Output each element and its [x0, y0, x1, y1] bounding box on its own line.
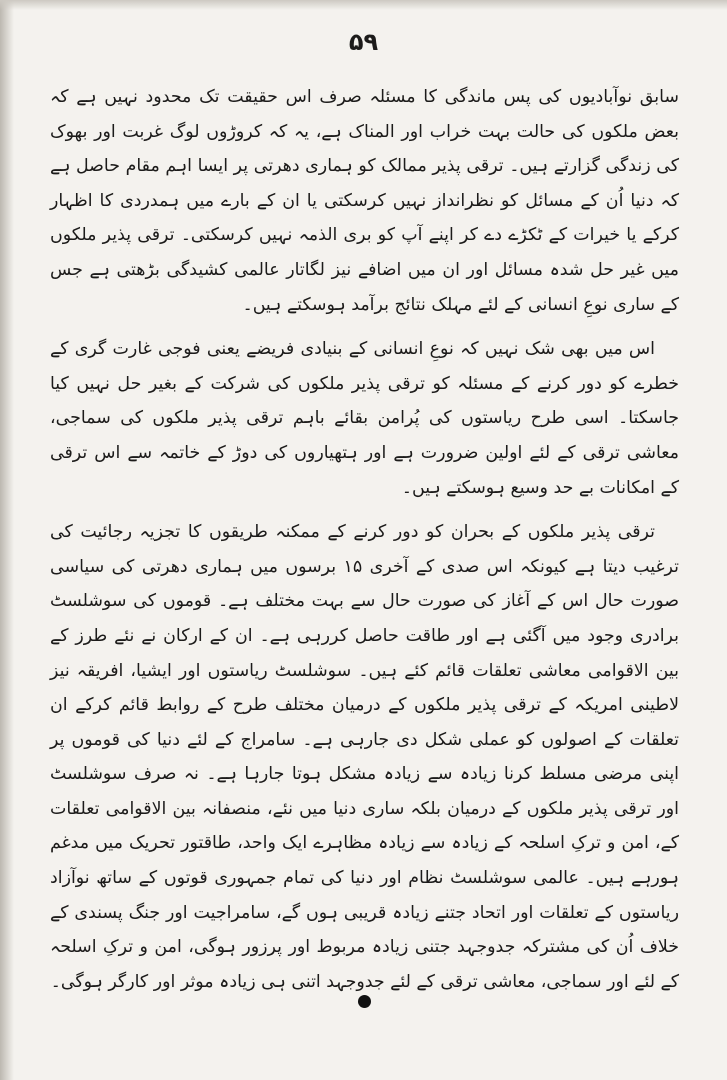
paragraph-2: اس میں بھی شک نہیں کہ نوعِ انسانی کے بنیادی فریضے یعنی فوجی غارت گری کے خطرے کو دور کرنے کے مسئلہ کو ترقی پذیر ملکوں کی شرکت کے بغیر حل نہیں کیا جاسکتا۔ اسی طرح ریاستوں کی پُرامن بقائے باہم ترقی پذیر ملکوں کی سماجی، معاشی ترقی کے لئے اولین ضرورت ہے اور ہتھیاروں کی دوڑ کے خاتمہ سے اس ترقی کے امکانات بے حد وسیع ہوسکتے ہیں۔	[50, 339, 679, 498]
page-top-shadow	[0, 0, 727, 10]
page-number: ۵۹	[348, 28, 379, 56]
paragraph-3: ترقی پذیر ملکوں کے بحران کو دور کرنے کے ممکنہ طریقوں کا تجزیہ رجائیت کی ترغیب دیتا ہے کیونکہ اس صدی کے آخری ۱۵ برسوں میں ہماری دھرتی کی سیاسی صورت حال اس کے آغاز کی صورت حال سے بہت مختلف ہے۔ قوموں کی سوشلسٹ برادری وجود میں آگئی ہے اور طاقت حاصل کررہی ہے۔ ان کے ارکان نے نئے طرز کے بین الاقوامی معاشی تعلقات قائم کئے ہیں۔ سوشلسٹ ریاستوں اور ایشیا، افریقہ نیز لاطینی امریکہ کے ترقی پذیر ملکوں کے درمیان مختلف طرح کے روابط قائم کرکے ان تعلقات کے اصولوں کو عملی شکل دی جارہی ہے۔ سامراج کے لئے دنیا کی قوموں پر اپنی مرضی مسلط کرنا زیادہ سے زیادہ مشکل ہوتا جارہا ہے۔ نہ صرف سوشلسٹ اور ترقی پذیر ملکوں کے درمیان بلکہ ساری دنیا میں نئے، منصفانہ بین الاقوامی تعلقات کے، امن و ترکِ اسلحہ کے زیادہ سے زیادہ مظاہرے ایک واحد، طاقتور تحریک میں مدغم ہورہے ہیں۔ عالمی سوشلسٹ نظام اور دنیا کی تمام جمہوری قوتوں کے ساتھ نوآزاد ریاستوں کے تعلقات اور اتحاد جتنے زیادہ قریبی ہوں گے، سامراجیت اور جنگ پسندی کے خلاف اُن کی مشترکہ جدوجہد جتنی زیادہ مربوط اور پرزور ہوگی، امن و ترکِ اسلحہ کے لئے اور سماجی، معاشی ترقی کے لئے جدوجہد اتنی ہی زیادہ موثر اور کارگر ہوگی۔	[50, 522, 679, 992]
page-edge-shadow	[0, 0, 14, 1080]
footer-dot	[358, 995, 371, 1008]
paragraph-1: سابق نوآبادیوں کی پس ماندگی کا مسئلہ صرف اس حقیقت تک محدود نہیں ہے کہ بعض ملکوں کی حالت بہت خراب اور المناک ہے، یہ کہ کروڑوں لوگ غربت اور بھوک کی زندگی گزارتے ہیں۔ ترقی پذیر ممالک کو ہماری دھرتی پر ایسا اہم مقام حاصل ہے کہ دنیا اُن کے مسائل کو نظرانداز نہیں کرسکتی یا ان کے بارے میں ہمدردی کا اظہار کرکے یا خیرات کے ٹکڑے دے کر اپنے آپ کو بری الذمہ نہیں کرسکتی۔ ترقی پذیر ملکوں میں غیر حل شدہ مسائل اور ان میں اضافے نیز لگاتار عالمی کشیدگی بڑھتی ہے جس کے ساری نوعِ انسانی کے لئے مہلک نتائج برآمد ہوسکتے ہیں۔	[50, 87, 679, 315]
page-body-text	[50, 80, 679, 1009]
